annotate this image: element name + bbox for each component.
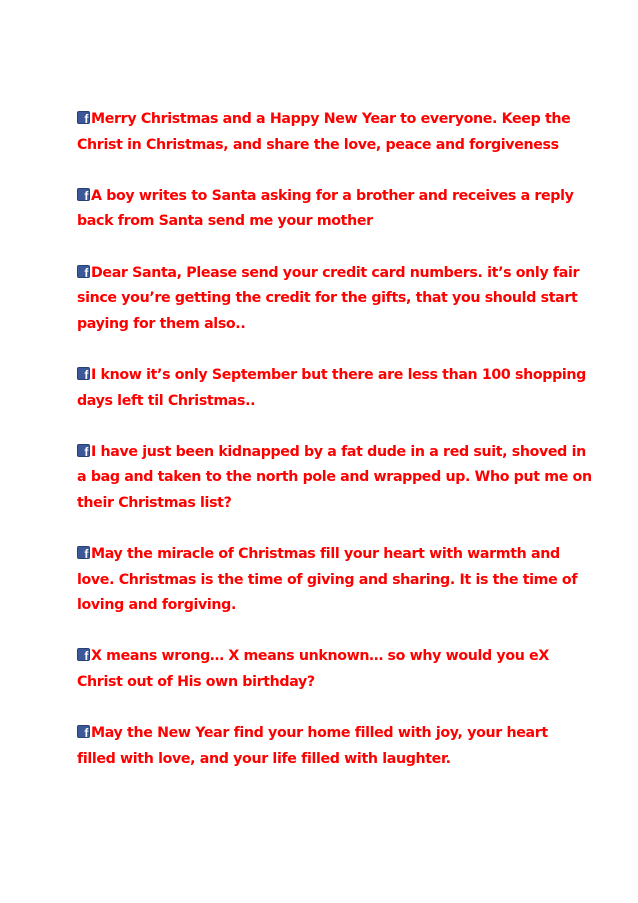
paragraph-line: fMerry Christmas and a Happy New Year to everyone. Keep the: [77, 107, 577, 133]
facebook-icon: [77, 367, 90, 380]
facebook-icon: [77, 111, 90, 124]
facebook-icon: [77, 444, 90, 457]
paragraph-3: [77, 261, 580, 338]
paragraph-line: fDear Santa, Please send your credit card numbers. it’s only fair: [77, 261, 577, 287]
paragraph-line: a bag and taken to the north pole and wrapped up. Who put me on: [77, 469, 592, 486]
paragraph-line: filled with love, and your life filled with laughter.: [77, 750, 451, 767]
paragraph-line: since you’re getting the credit for the gifts, that you should start: [77, 290, 578, 307]
paragraph-line: their Christmas list?: [77, 494, 232, 511]
paragraph-4: [77, 363, 586, 414]
facebook-icon: [77, 188, 90, 201]
paragraph-line: Christ in Christmas, and share the love, peace and forgiveness: [77, 136, 559, 153]
document-body: [77, 107, 592, 798]
paragraph-5: [77, 440, 592, 517]
paragraph-line: fX means wrong… X means unknown… so why would you eX: [77, 644, 577, 670]
facebook-icon: [77, 725, 90, 738]
paragraph-8: [77, 721, 577, 772]
paragraph-line: fI have just been kidnapped by a fat dude in a red suit, shoved in: [77, 440, 577, 466]
paragraph-line: fMay the New Year find your home filled with joy, your heart: [77, 721, 577, 747]
paragraph-6: [77, 542, 577, 619]
paragraph-line: back from Santa send me your mother: [77, 213, 373, 230]
paragraph-line: Christ out of His own birthday?: [77, 674, 315, 691]
paragraph-line: fMay the miracle of Christmas fill your heart with warmth and: [77, 542, 577, 568]
paragraph-line: loving and forgiving.: [77, 597, 237, 614]
facebook-icon: [77, 265, 90, 278]
paragraph-line: days left til Christmas..: [77, 392, 256, 409]
paragraph-line: fA boy writes to Santa asking for a brother and receives a reply: [77, 184, 577, 210]
paragraph-line: fI know it’s only September but there are less than 100 shopping: [77, 363, 577, 389]
paragraph-line: love. Christmas is the time of giving and sharing. It is the time of: [77, 571, 578, 588]
facebook-icon: [77, 648, 90, 661]
paragraph-1: [77, 107, 577, 158]
paragraph-7: [77, 644, 577, 695]
facebook-icon: [77, 546, 90, 559]
paragraph-2: [77, 184, 577, 235]
paragraph-line: paying for them also..: [77, 315, 246, 332]
